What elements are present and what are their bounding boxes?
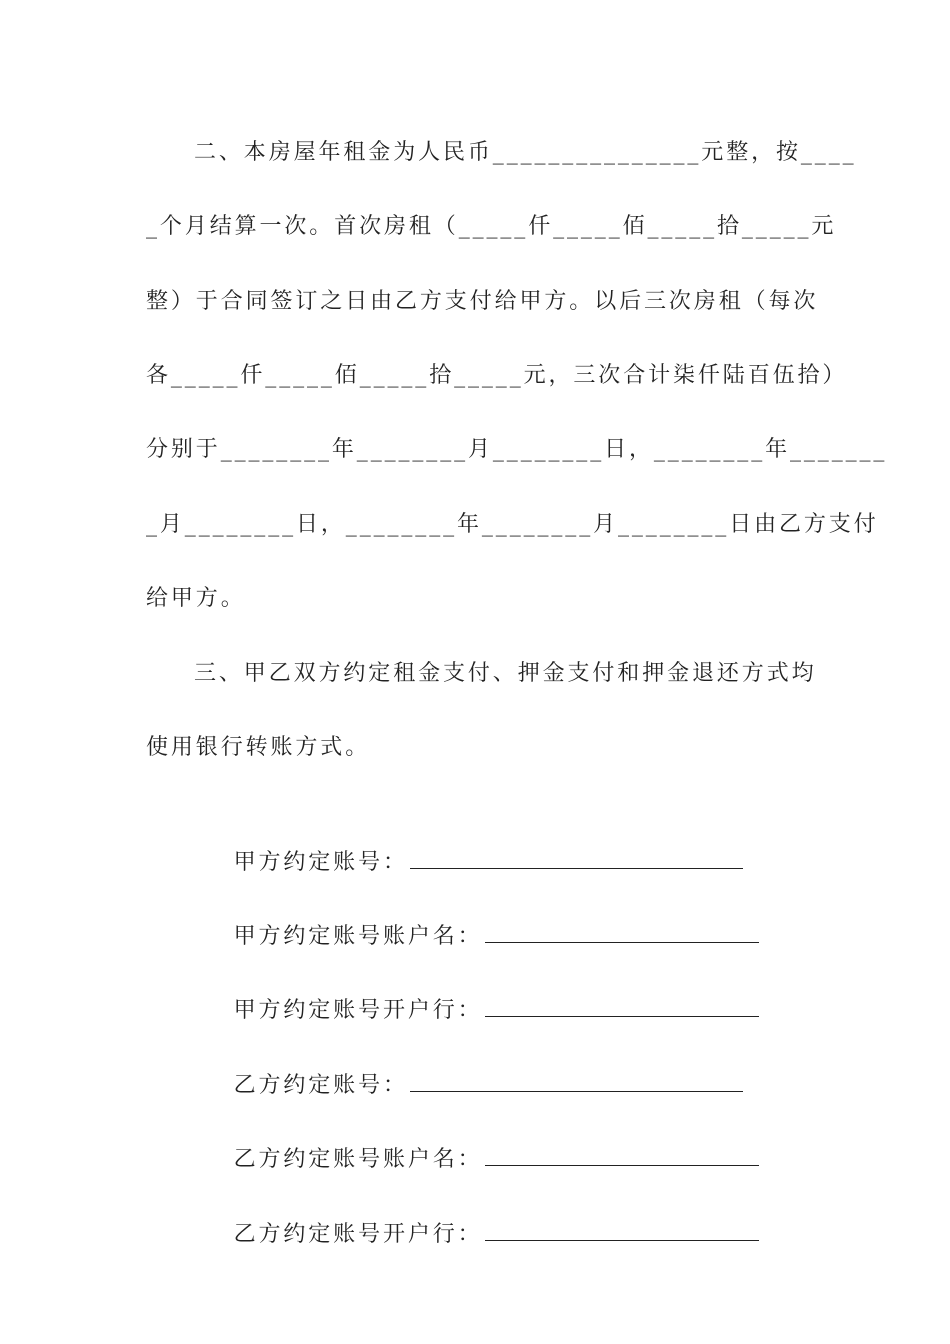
- clause-2-line-7: 给甲方。: [146, 586, 246, 611]
- party-b-account-name-label: 乙方约定账号账户名：: [233, 1147, 483, 1172]
- clause-2-line-5: 分别于________年________月________日，________年_______: [146, 437, 888, 462]
- clause-2-line-2: _个月结算一次。首次房租（_____仟_____佰_____拾_____元: [146, 214, 837, 239]
- party-a-account-blank[interactable]: [410, 850, 743, 869]
- party-a-bank-label: 甲方约定账号开户行：: [233, 998, 483, 1023]
- clause-3-line-2: 使用银行转账方式。: [146, 735, 371, 760]
- party-b-bank-row: [194, 1175, 759, 1247]
- party-b-account-label: 乙方约定账号：: [233, 1073, 408, 1098]
- party-b-account-name-blank[interactable]: [485, 1147, 759, 1166]
- party-a-account-label: 甲方约定账号：: [233, 850, 408, 875]
- party-a-account-name-blank[interactable]: [485, 924, 759, 943]
- clause-2-line-3: 整）于合同签订之日由乙方支付给甲方。以后三次房租（每次: [146, 289, 819, 314]
- party-b-account-blank[interactable]: [410, 1073, 743, 1092]
- clause-2-line-6: _月________日，________年________月________日由乙方支付: [146, 512, 879, 537]
- party-a-account-name-row: [194, 877, 759, 949]
- party-a-bank-row: [194, 951, 759, 1023]
- party-b-account-name-row: [194, 1100, 759, 1172]
- party-a-account-row: [194, 803, 743, 875]
- clause-2-line-4: 各_____仟_____佰_____拾_____元，三次合计柒仟陆百伍拾）: [146, 363, 848, 388]
- party-b-bank-label: 乙方约定账号开户行：: [233, 1222, 483, 1247]
- clause-2-line-1: 二、本房屋年租金为人民币_______________元整，按____: [194, 140, 857, 165]
- clause-3-line-1: 三、甲乙双方约定租金支付、押金支付和押金退还方式均: [194, 661, 817, 686]
- party-b-bank-blank[interactable]: [485, 1222, 759, 1241]
- party-a-bank-blank[interactable]: [485, 998, 759, 1017]
- party-a-account-name-label: 甲方约定账号账户名：: [233, 924, 483, 949]
- party-b-account-row: [194, 1026, 743, 1098]
